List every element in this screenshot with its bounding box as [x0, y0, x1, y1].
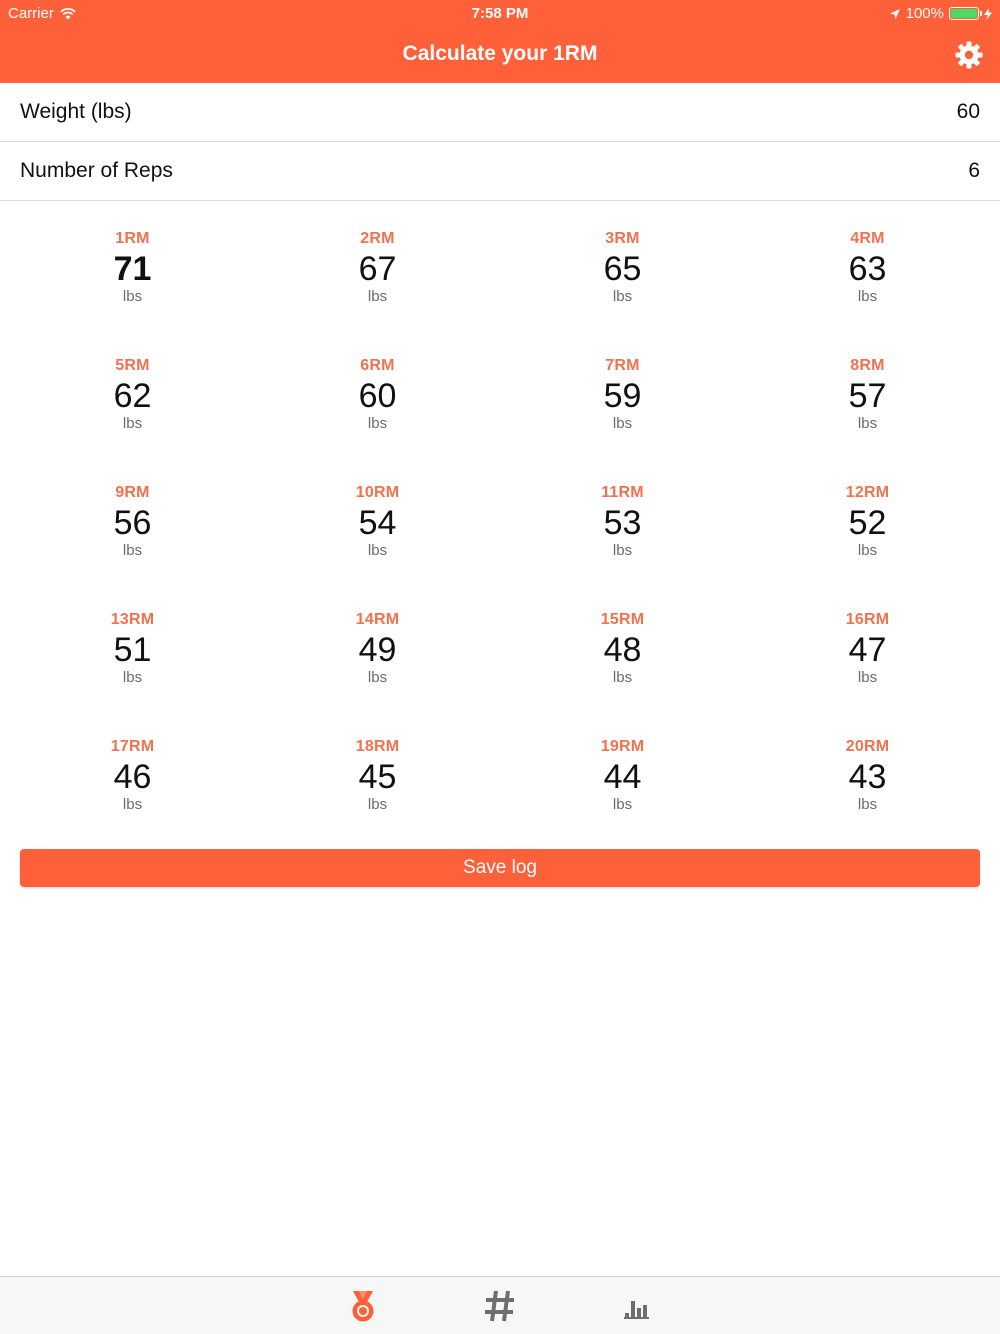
rm-label: 5RM: [115, 357, 150, 374]
rm-label: 15RM: [600, 611, 645, 628]
rm-cell: [500, 482, 745, 609]
rm-value: 53: [603, 504, 642, 542]
weight-label: Weight (lbs): [20, 100, 132, 123]
hash-icon: [480, 1287, 520, 1325]
rm-unit: lbs: [122, 288, 143, 305]
rm-value: 48: [603, 631, 642, 669]
rm-cell: [255, 228, 500, 355]
rm-cell: [500, 609, 745, 736]
rm-label: 10RM: [355, 484, 400, 501]
rm-label: 9RM: [115, 484, 150, 501]
rm-value: 54: [358, 504, 397, 542]
tab-bar: [0, 1276, 1000, 1334]
rm-value: 63: [848, 250, 887, 288]
rm-cell: [500, 736, 745, 863]
location-arrow-icon: [889, 8, 901, 20]
rm-unit: lbs: [122, 796, 143, 813]
rm-unit: lbs: [612, 796, 633, 813]
rm-label: 19RM: [600, 738, 645, 755]
rm-label: 13RM: [110, 611, 155, 628]
rm-label: 14RM: [355, 611, 400, 628]
save-log-button[interactable]: Save log: [20, 849, 980, 887]
rm-unit: lbs: [857, 415, 878, 432]
tab-numbers[interactable]: [480, 1287, 520, 1325]
rm-cell: [745, 228, 990, 355]
rm-unit: lbs: [367, 288, 388, 305]
nav-bar: [0, 28, 1000, 83]
rm-value: 56: [113, 504, 152, 542]
rm-unit: lbs: [857, 542, 878, 559]
rm-value: 59: [603, 377, 642, 415]
rm-unit: lbs: [367, 542, 388, 559]
rm-label: 1RM: [115, 230, 150, 247]
rm-value: 71: [113, 250, 152, 288]
rm-value: 62: [113, 377, 152, 415]
rm-unit: lbs: [857, 288, 878, 305]
rm-cell: [745, 355, 990, 482]
rm-label: 2RM: [360, 230, 395, 247]
rm-results-grid: [10, 228, 990, 863]
battery-icon: [949, 7, 979, 20]
rm-label: 12RM: [845, 484, 890, 501]
rm-unit: lbs: [367, 415, 388, 432]
rm-value: 47: [848, 631, 887, 669]
rm-cell: [10, 482, 255, 609]
page-title: Calculate your 1RM: [402, 42, 598, 65]
rm-value: 46: [113, 758, 152, 796]
rm-unit: lbs: [367, 796, 388, 813]
rm-cell: [10, 228, 255, 355]
rm-label: 3RM: [605, 230, 640, 247]
rm-label: 17RM: [110, 738, 155, 755]
rm-value: 57: [848, 377, 887, 415]
rm-value: 52: [848, 504, 887, 542]
rm-value: 51: [113, 631, 152, 669]
rm-label: 20RM: [845, 738, 890, 755]
rm-value: 60: [358, 377, 397, 415]
rm-label: 18RM: [355, 738, 400, 755]
status-right: [889, 5, 992, 22]
rm-unit: lbs: [612, 415, 633, 432]
rm-unit: lbs: [612, 669, 633, 686]
rm-cell: [745, 482, 990, 609]
reps-input[interactable]: 6: [968, 159, 980, 182]
rm-cell: [255, 609, 500, 736]
rm-unit: lbs: [122, 542, 143, 559]
rm-unit: lbs: [857, 669, 878, 686]
rm-value: 67: [358, 250, 397, 288]
weight-input[interactable]: 60: [956, 100, 980, 123]
reps-label: Number of Reps: [20, 159, 173, 182]
rm-unit: lbs: [122, 669, 143, 686]
rm-label: 16RM: [845, 611, 890, 628]
rm-cell: [255, 355, 500, 482]
settings-button[interactable]: [954, 40, 984, 70]
rm-unit: lbs: [367, 669, 388, 686]
rm-cell: [500, 228, 745, 355]
rm-unit: lbs: [612, 542, 633, 559]
rm-cell: [10, 355, 255, 482]
battery-percent: 100%: [905, 5, 944, 22]
status-time: 7:58 PM: [471, 5, 529, 22]
rm-value: 49: [358, 631, 397, 669]
charging-bolt-icon: [984, 8, 992, 20]
rm-label: 6RM: [360, 357, 395, 374]
battery-level: [951, 9, 977, 18]
rm-label: 8RM: [850, 357, 885, 374]
rm-cell: [745, 736, 990, 863]
bar-chart-icon: [617, 1287, 657, 1325]
rm-value: 43: [848, 758, 887, 796]
rm-cell: [500, 355, 745, 482]
rm-unit: lbs: [612, 288, 633, 305]
gear-icon: [954, 40, 984, 70]
reps-row[interactable]: [0, 142, 1000, 201]
rm-value: 65: [603, 250, 642, 288]
rm-label: 4RM: [850, 230, 885, 247]
weight-row[interactable]: [0, 83, 1000, 142]
rm-cell: [255, 736, 500, 863]
rm-unit: lbs: [122, 415, 143, 432]
carrier-label: Carrier: [8, 5, 54, 22]
rm-label: 11RM: [601, 484, 644, 501]
rm-cell: [10, 609, 255, 736]
rm-cell: [255, 482, 500, 609]
rm-value: 44: [603, 758, 642, 796]
rm-unit: lbs: [857, 796, 878, 813]
rm-cell: [745, 609, 990, 736]
tab-stats[interactable]: [617, 1287, 657, 1325]
medal-icon: [343, 1287, 383, 1325]
rm-value: 45: [358, 758, 397, 796]
rm-cell: [10, 736, 255, 863]
status-bar: [0, 0, 1000, 28]
tab-calculator[interactable]: [343, 1287, 383, 1325]
rm-label: 7RM: [605, 357, 640, 374]
